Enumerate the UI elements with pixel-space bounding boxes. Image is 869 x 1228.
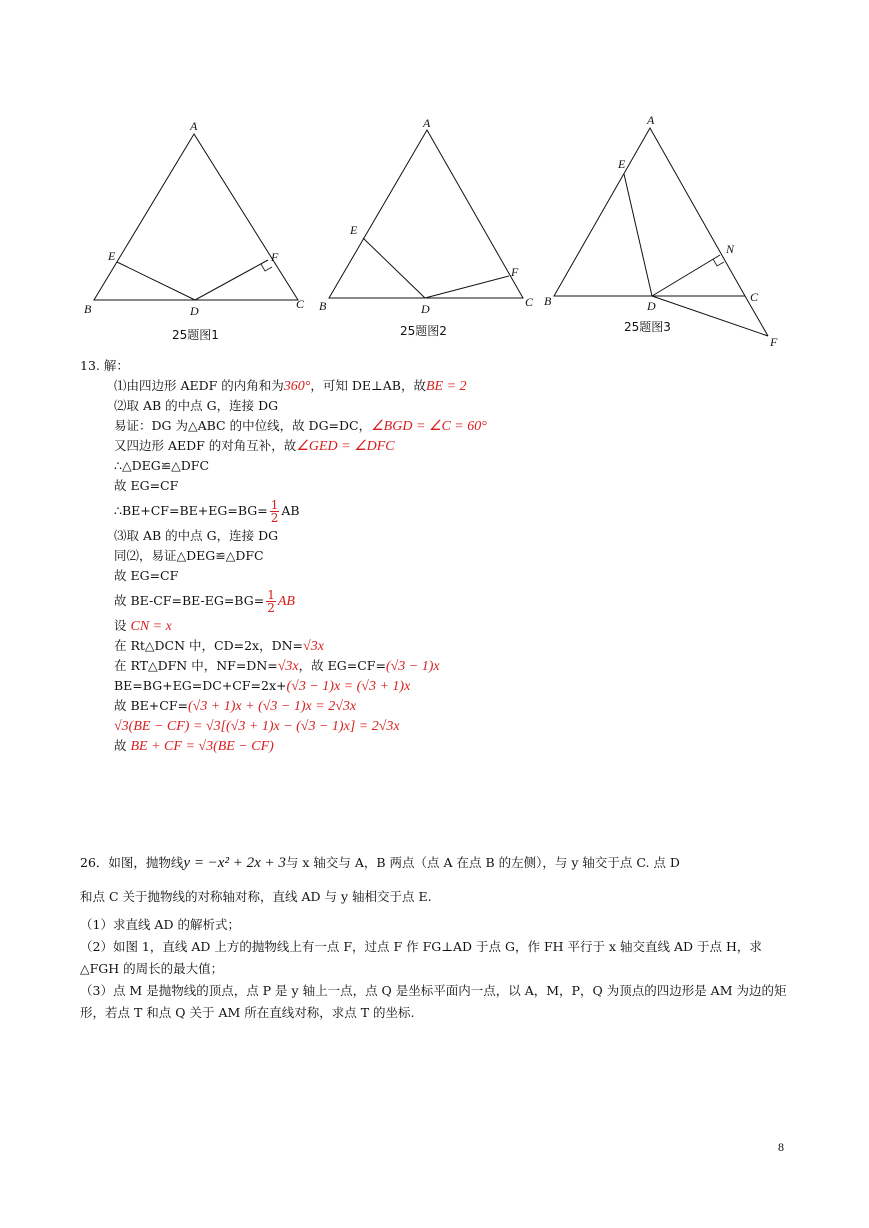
parabola-equation: y = −x² + 2x + 3 [183,855,286,871]
question-26-stem-1: 26．如图，抛物线y = −x² + 2x + 3与 x 轴交与 A，B 两点（点 A 在点 B 的左侧），与 y 轴交于点 C. 点 D [80,855,680,871]
label-f: F [511,265,519,279]
solution-line-14: 在 RT△DFN 中，NF=DN=√3x，故 EG=CF=(√3 − 1)x [114,658,440,674]
question-26-stem-2: 和点 C 关于抛物线的对称轴对称，直线 AD 与 y 轴相交于点 E. [80,889,432,904]
solution-line-15: BE=BG+EG=DC+CF=2x+(√3 − 1)x = (√3 + 1)x [114,678,411,694]
solution-line-7: ∴BE+CF=BE+EG=BG= $\frac{1}{2}$ AB [114,498,300,525]
question-26-part-3: （3）点 M 是抛物线的顶点，点 P 是 y 轴上一点，点 Q 是坐标平面内一点，以 A，M，P，Q 为顶点的四边形是 AM 为边的矩形，若点 T 和点 Q 关于 AM 所在直线对称，求点 T 的坐标. [80,983,787,1020]
label-c: C [750,290,759,304]
figure-25-1 [80,110,310,339]
figure-25-1-caption: 25题图1 [172,328,219,342]
label-a: A [647,113,655,127]
fraction-half: $\frac{1}{2}$ [270,498,279,525]
figure-25-3-caption: 25题图3 [624,320,671,334]
question-26-part-1: （1）求直线 AD 的解析式； [80,917,240,932]
solution-line-9: 同⑵，易证△DEG≌△DFC [114,548,264,563]
solution-line-12: 设 CN = x [114,618,172,634]
solution-line-5: ∴△DEG≌△DFC [114,458,210,473]
solution-line-4: 又四边形 AEDF 的对角互补，故∠GED = ∠DFC [114,438,395,454]
solution-heading: 13. 解： [80,358,129,373]
solution-13 [80,356,800,756]
figure-25-1-svg [80,110,310,335]
fraction-half: $\frac{1}{2}$ [267,588,275,615]
solution-line-1: ⑴由四边形 AEDF 的内角和为360°，可知 DE⊥AB，故BE = 2 [114,378,467,394]
label-d: D [190,304,199,318]
solution-line-6: 故 EG=CF [114,478,179,493]
label-e: E [108,249,116,263]
label-f: F [271,250,279,264]
label-b: B [544,294,552,308]
solution-line-10: 故 EG=CF [114,568,179,583]
label-a: A [190,119,198,133]
label-b: B [84,302,92,316]
figure-25-2-caption: 25题图2 [400,324,447,338]
page-number: 8 [778,1140,784,1154]
solution-line-18: 故 BE + CF = √3(BE − CF) [114,738,274,754]
figure-25-2 [315,110,545,339]
label-d: D [421,302,430,316]
label-n: N [726,242,735,256]
label-a: A [423,116,431,130]
solution-line-13: 在 Rt△DCN 中，CD=2x，DN=√3x [114,638,324,654]
label-e: E [350,223,358,237]
figure-25-3-svg [540,110,790,350]
solution-line-11: 故 BE-CF=BE-EG=BG= $\frac{1}{2}$ AB [114,588,295,615]
solution-line-3: 易证：DG 为△ABC 的中位线，故 DG=DC，∠BGD = ∠C = 60° [114,418,487,434]
solution-line-8: ⑶取 AB 的中点 G，连接 DG [114,528,279,543]
question-26 [80,846,790,1024]
solution-line-16: 故 BE+CF=(√3 + 1)x + (√3 − 1)x = 2√3x [114,698,357,714]
question-26-part-2: （2）如图 1，直线 AD 上方的抛物线上有一点 F，过点 F 作 FG⊥AD 于点 G，作 FH 平行于 x 轴交直线 AD 于点 H，求△FGH 的周长的最大值； [80,939,762,976]
label-c: C [296,297,305,311]
figure-25-2-svg [315,110,545,335]
label-d: D [647,299,656,313]
solution-line-17: √3(BE − CF) = √3[(√3 + 1)x − (√3 − 1)x] = 2√3x [114,719,400,734]
label-c: C [525,295,534,309]
label-b: B [319,299,327,313]
label-e: E [618,157,626,171]
solution-line-2: ⑵取 AB 的中点 G，连接 DG [114,398,279,413]
label-f: F [770,335,778,349]
